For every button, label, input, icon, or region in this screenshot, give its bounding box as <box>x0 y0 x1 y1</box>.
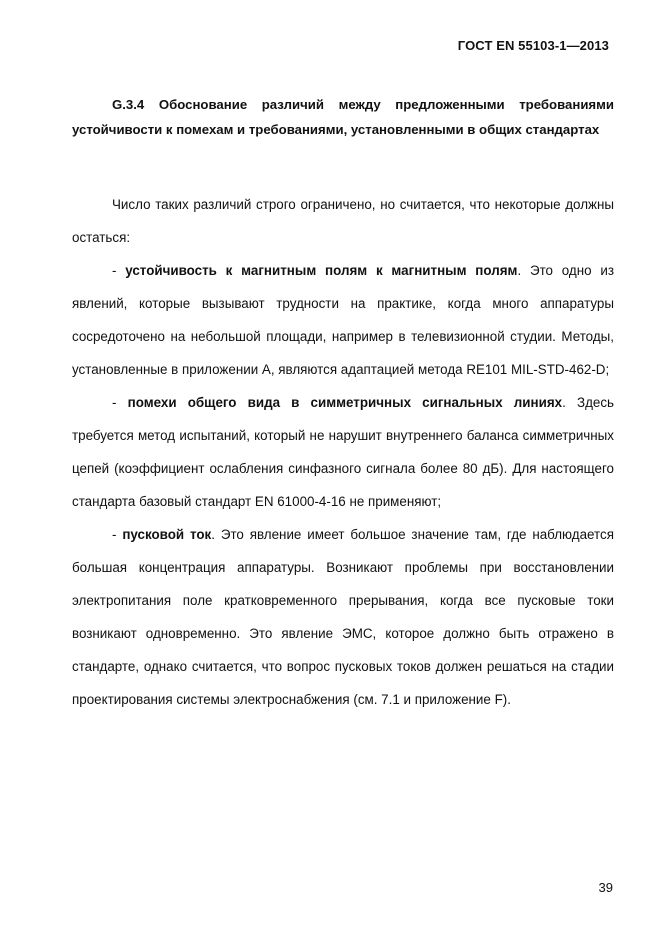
document-code-header: ГОСТ EN 55103-1—2013 <box>457 38 609 53</box>
list-item-dash: - <box>112 395 128 410</box>
list-item-common-mode <box>72 386 614 518</box>
page-number: 39 <box>598 880 613 895</box>
list-item-dash: - <box>112 263 126 278</box>
list-item-term: пусковой ток <box>122 527 212 542</box>
list-item-text: . Это одно из явлений, которые вызывают трудности на практике, когда много аппаратуры сосредоточено на небольшой площади, например в телевизионной студии. Методы, установленные в приложении А, являются адаптацией метода RE101 MIL-STD-462-D; <box>72 263 614 377</box>
paragraph-intro: Число таких различий строго ограничено, но считается, что некоторые должны остаться: <box>72 197 614 245</box>
body-text <box>72 188 614 716</box>
section-heading <box>72 92 614 142</box>
list-item-dash: - <box>112 527 123 542</box>
list-item-magnetic-fields <box>72 254 614 386</box>
list-item-term: помехи общего вида в симметричных сигнальных линиях <box>127 395 563 410</box>
list-item-inrush-current <box>72 518 614 716</box>
list-item-text: . Здесь требуется метод испытаний, который не нарушит внутреннего баланса симметричных цепей (коэффициент ослабления синфазного сигнала более 80 дБ). Для настоящего стандарта базовый стандарт EN 61000-4-16 не применяют; <box>72 395 615 509</box>
section-title: Обоснование различий между предложенными требованиями устойчивости к помехам и требованиями, установленными в общих стандартах <box>72 97 614 137</box>
list-item-text: . Это явление имеет большое значение там, где наблюдается большая концентрация аппаратуры. Возникают проблемы при восстановлении электропитания поле кратковременного прерывания, когда все пусковые токи возникают одновременно. Это явление ЭМС, которое должно быть отражено в стандарте, однако считается, что вопрос пусковых токов должен решаться на стадии проектирования системы электроснабжения (см. 7.1 и приложение F). <box>72 527 614 707</box>
list-item-term: устойчивость к магнитным полям к магнитным полям <box>125 263 518 278</box>
section-number: G.3.4 <box>112 97 145 112</box>
